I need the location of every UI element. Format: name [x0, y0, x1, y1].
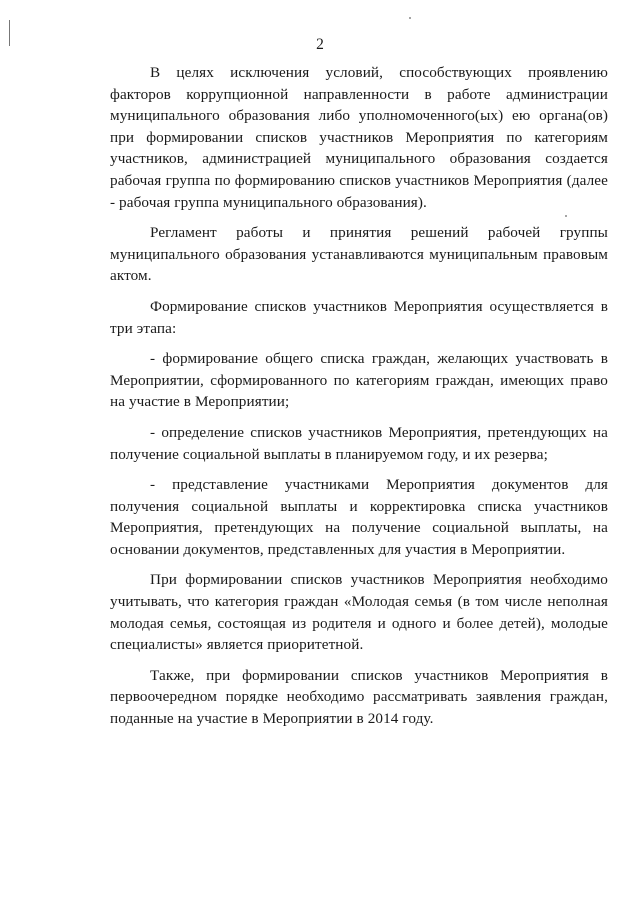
- paragraph-stage-3: - представление участниками Мероприятия документов для получения социальной выплаты и корректировка списка участников Мероприятия, претендующих на получение социальной выплаты, на основании документов, представленных для участия в Мероприятии.: [110, 476, 608, 558]
- scan-speck: [409, 17, 411, 19]
- paragraph-priority-2014: Также, при формировании списков участников Мероприятия в первоочередном порядке необходимо рассматривать заявления граждан, поданные на участие в Мероприятии в 2014 году.: [110, 666, 608, 728]
- paragraph-stage-2: - определение списков участников Мероприятия, претендующих на получение социальной выплаты в планируемом году, и их резерва;: [110, 423, 608, 463]
- paragraph-working-group: В целях исключения условий, способствующих проявлению факторов коррупционной направленности в работе администрации муниципального образования либо уполномоченного(ых) ею органа(ов) при формировании списков участников Мероприятия по категориям участников, администрацией муниципального образования создается рабочая группа по формированию списков участников Мероприятия (далее - рабочая группа муниципального образования).: [110, 64, 608, 211]
- paragraph-regulation: Регламент работы и принятия решений рабочей группы муниципального образования устанавливаются муниципальным правовым актом.: [110, 224, 608, 285]
- paragraph-priority-category: При формировании списков участников Мероприятия необходимо учитывать, что категория граждан «Молодая семья (в том числе неполная молодая семья, состоящая из родителя и одного и более детей), молодые специалисты» является приоритетной.: [110, 571, 608, 654]
- page-number: 2: [316, 36, 324, 53]
- document-body: [110, 62, 608, 739]
- paragraph-stages-intro: Формирование списков участников Мероприятия осуществляется в три этапа:: [110, 297, 608, 337]
- paragraph-stage-1: - формирование общего списка граждан, желающих участвовать в Мероприятии, сформированного по категориям граждан, имеющих право на участие в Мероприятии;: [110, 350, 608, 411]
